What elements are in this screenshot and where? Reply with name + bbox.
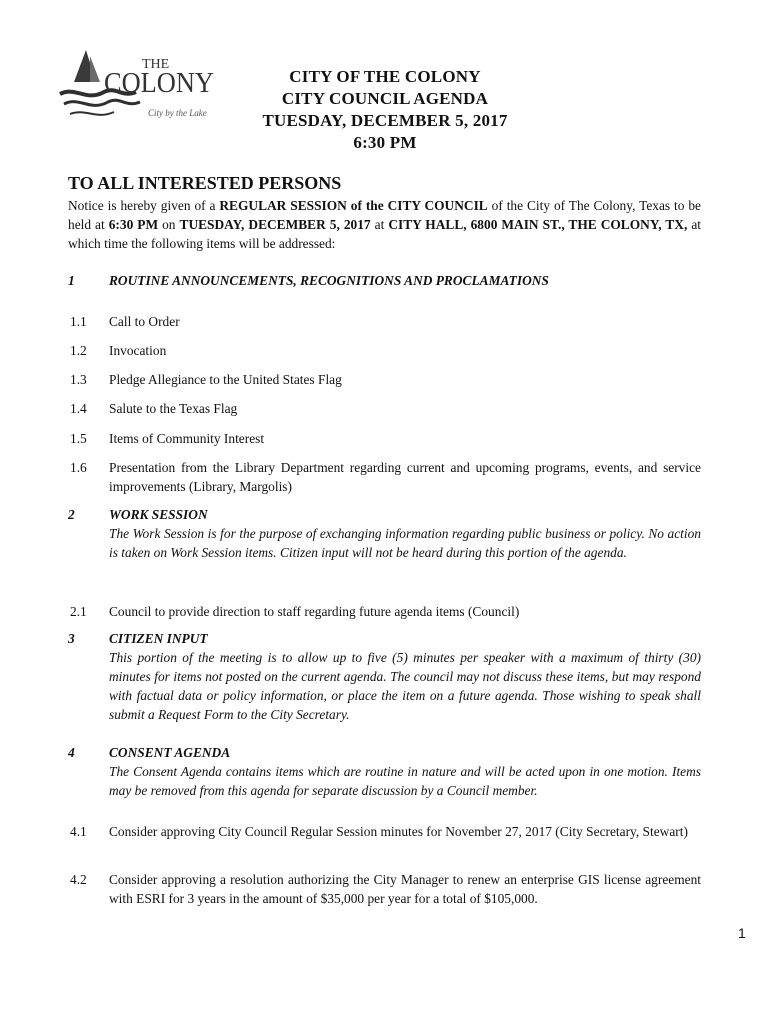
item-text: Presentation from the Library Department regarding current and upcoming programs, events, and service improvements (Library, Margolis): [109, 460, 701, 494]
item-text: Items of Community Interest: [109, 431, 265, 446]
item-number: 1.4: [70, 401, 87, 416]
section-description: This portion of the meeting is to allow up to five (5) minutes per speaker with a maximum of thirty (30) minutes for items not posted on the current agenda. The council may not discuss these items, but may respond with factual data or policy information, or place the item on a future agenda. Those wishing to speak shall submit a Request Form to the City Secretary.: [109, 650, 701, 722]
notice-date: TUESDAY, DECEMBER 5, 2017: [179, 217, 371, 232]
item-text: Pledge Allegiance to the United States Flag: [109, 372, 342, 387]
item-text: Consider approving City Council Regular Session minutes for November 27, 2017 (City Secretary, Stewart): [109, 824, 688, 839]
section-title: ROUTINE ANNOUNCEMENTS, RECOGNITIONS AND PROCLAMATIONS: [109, 273, 549, 288]
item-number: 1.6: [70, 460, 87, 475]
header-city: CITY OF THE COLONY: [289, 67, 481, 86]
item-number: 1.2: [70, 343, 87, 358]
item-number: 1.1: [70, 314, 87, 329]
section-number: 4: [68, 745, 75, 760]
item-text: Call to Order: [109, 314, 180, 329]
section-number: 1: [68, 273, 75, 288]
item-text: Council to provide direction to staff regarding future agenda items (Council): [109, 604, 520, 619]
item-number: 4.1: [70, 824, 87, 839]
item-number: 1.3: [70, 372, 87, 387]
item-number: 4.2: [70, 872, 87, 887]
header-agenda: CITY COUNCIL AGENDA: [281, 89, 489, 108]
section-title: CITIZEN INPUT: [109, 631, 208, 646]
item-text: Consider approving a resolution authorizing the City Manager to renew an enterprise GIS license agreement with ESRI for 3 years in the amount of $35,000 per year for a total of $105,000.: [109, 872, 701, 906]
notice-text-1: Notice is hereby given of a: [68, 198, 220, 213]
section-description: The Consent Agenda contains items which are routine in nature and will be acted upon in one motion. Items may be removed from this agenda for separate discussion by a Council member.: [109, 764, 701, 798]
section-description: The Work Session is for the purpose of exchanging information regarding public business or policy. No action is taken on Work Session items. Citizen input will not be heard during this portion of the agenda.: [109, 526, 701, 560]
logo-the-text: THE: [142, 57, 170, 72]
section-number: 3: [68, 631, 75, 646]
item-number: 2.1: [70, 604, 87, 619]
item-text: Invocation: [109, 343, 167, 358]
page-number: 1: [738, 925, 746, 941]
section-title: CONSENT AGENDA: [109, 745, 231, 760]
item-text: Salute to the Texas Flag: [109, 401, 238, 416]
notice-text-5: at which time the following items will be addressed:: [68, 217, 701, 251]
logo-colony-text: COLONY: [104, 68, 214, 99]
notice-session: REGULAR SESSION of the CITY COUNCIL: [219, 198, 488, 213]
notice-paragraph: [68, 196, 701, 253]
sailboat-logo-icon: [56, 46, 236, 126]
header-time: 6:30 PM: [353, 133, 417, 152]
notice-time: 6:30 PM: [108, 217, 159, 232]
city-logo: [56, 46, 236, 126]
section-number: 2: [68, 507, 75, 522]
logo-tagline-text: City by the Lake: [148, 108, 207, 118]
agenda-header: [240, 66, 530, 154]
to-all-heading: TO ALL INTERESTED PERSONS: [68, 173, 342, 193]
item-number: 1.5: [70, 431, 87, 446]
notice-text-3: on: [158, 217, 180, 232]
notice-location: CITY HALL, 6800 MAIN ST., THE COLONY, TX,: [388, 217, 688, 232]
header-date: TUESDAY, DECEMBER 5, 2017: [262, 111, 508, 130]
section-title: WORK SESSION: [109, 507, 208, 522]
notice-text-2: of the City of The Colony, Texas to be held at: [68, 198, 702, 232]
notice-text-4: at: [370, 217, 389, 232]
